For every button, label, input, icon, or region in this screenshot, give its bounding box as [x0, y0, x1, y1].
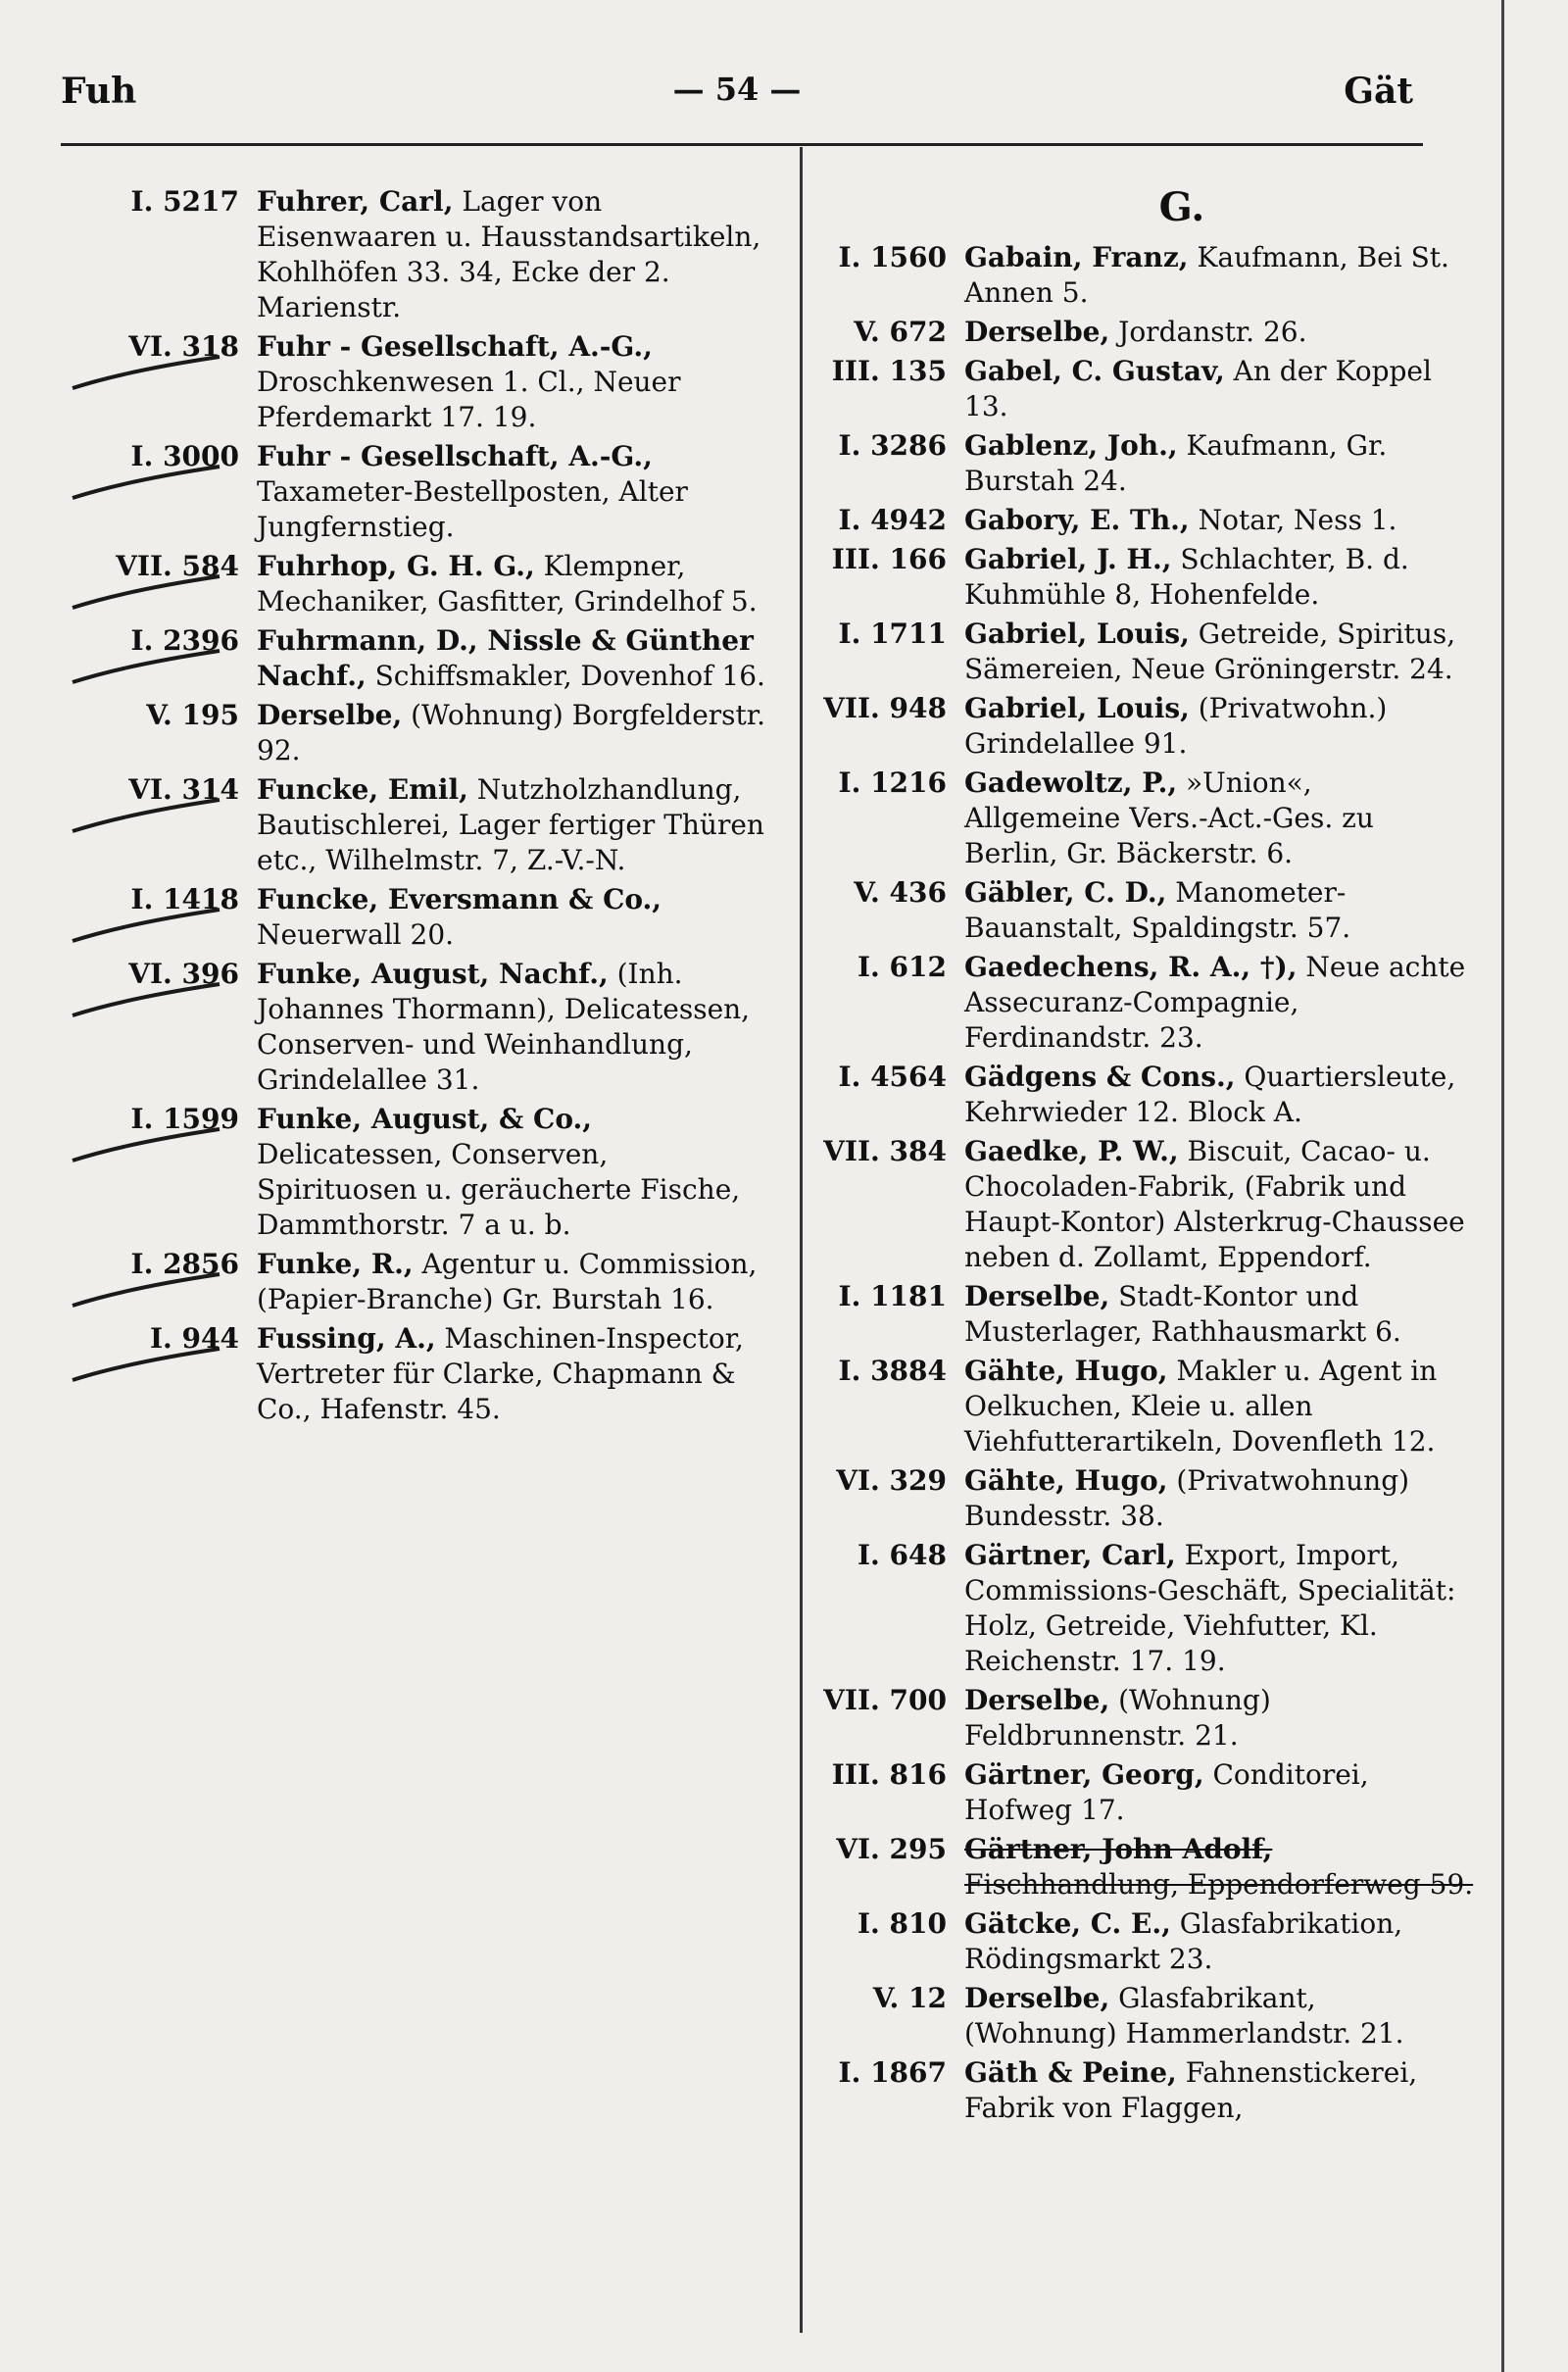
directory-entry — [809, 503, 1476, 538]
entry-name: Fuhrhop, G. H. G., — [257, 550, 535, 582]
entry-text — [257, 1102, 776, 1243]
entry-details: Makler u. Agent in Oelkuchen, Kleie u. allen Viehfutterartikeln, Dovenfleth 12. — [964, 1355, 1438, 1458]
entry-text — [964, 1060, 1476, 1130]
entry-details: Manometer-Bauanstalt, Spaldingstr. 57. — [964, 876, 1351, 944]
phone-number: I. 4564 — [838, 1061, 947, 1093]
entry-text — [964, 240, 1476, 311]
entry-name: Gähte, Hugo, — [964, 1355, 1168, 1387]
entry-name: Gaedke, P. W., — [964, 1135, 1179, 1167]
entry-name: Funcke, Eversmann & Co., — [257, 883, 662, 915]
entry-name: Gäth & Peine, — [964, 2056, 1177, 2089]
directory-entry — [78, 329, 776, 435]
entry-details: Schiffsmakler, Dovenhof 16. — [366, 660, 765, 692]
entry-details: Export, Import, Commissions-Geschäft, Specialität: Holz, Getreide, Viehfutter, Kl. Reichenstr. 17. 19. — [964, 1539, 1456, 1677]
phone-number: I. 5217 — [130, 185, 239, 218]
entry-details: Schlachter, B. d. Kuhmühle 8, Hohenfelde. — [964, 543, 1409, 611]
phone-number: III. 135 — [831, 355, 947, 387]
entry-text — [964, 1832, 1476, 1903]
entry-details: Nutzholzhandlung, Bautischlerei, Lager fertiger Thüren etc., Wilhelmstr. 7, Z.-V.-N. — [257, 773, 764, 876]
entry-name: Gabain, Franz, — [964, 241, 1189, 273]
entry-name: Gaedechens, R. A., †), — [964, 951, 1298, 983]
entry-name: Gärtner, Carl, — [964, 1539, 1176, 1571]
entry-details: Stadt-Kontor und Musterlager, Rathhausmarkt 6. — [964, 1280, 1401, 1348]
phone-number: V. 12 — [872, 1982, 947, 2014]
phone-number: I. 810 — [857, 1907, 947, 1940]
directory-entry — [809, 1538, 1476, 1679]
entry-text — [257, 957, 776, 1098]
entry-name: Gätcke, C. E., — [964, 1907, 1171, 1940]
phone-number: I. 1216 — [838, 766, 947, 799]
entry-text — [964, 354, 1476, 424]
entry-text — [257, 623, 776, 694]
phone-number: V. 436 — [854, 876, 947, 909]
entry-details: Glasfabrikation, Rödingsmarkt 23. — [964, 1907, 1403, 1975]
entry-details: Agentur u. Commission, (Papier-Branche) Gr. Burstah 16. — [257, 1248, 758, 1315]
entry-name: Derselbe, — [964, 1280, 1110, 1312]
entry-details: Getreide, Spiritus, Sämereien, Neue Gröningerstr. 24. — [964, 618, 1456, 685]
entry-text — [257, 698, 776, 768]
entry-details: Glasfabrikant, (Wohnung) Hammerlandstr. 21. — [964, 1982, 1404, 2050]
header-rule — [61, 143, 1423, 146]
entry-name: Derselbe, — [964, 1982, 1110, 2014]
entry-details: »Union«, Allgemeine Vers.-Act.-Ges. zu Berlin, Gr. Bäckerstr. 6. — [964, 766, 1374, 869]
directory-entry — [809, 691, 1476, 762]
entry-text — [257, 439, 776, 545]
page-header — [61, 71, 1413, 139]
entry-text — [257, 184, 776, 325]
entry-details: Taxameter-Bestellposten, Alter Jungfernstieg. — [257, 475, 688, 543]
entry-details: Fahnenstickerei, Fabrik von Flaggen, — [964, 2056, 1418, 2124]
entry-name: Gäbler, C. D., — [964, 876, 1167, 909]
entry-details: (Inh. Johannes Thormann), Delicatessen, Conserven- und Weinhandlung, Grindelallee 31. — [257, 958, 751, 1096]
phone-number: III. 166 — [831, 543, 947, 575]
entry-name: Funke, August, Nachf., — [257, 958, 609, 990]
phone-number: I. 1599 — [130, 1103, 239, 1135]
entry-text — [964, 1906, 1476, 1977]
directory-entry — [78, 184, 776, 325]
phone-number: V. 672 — [854, 316, 947, 348]
phone-number: VII. 584 — [116, 550, 239, 582]
phone-number: VII. 948 — [823, 692, 947, 724]
section-letter: G. — [1158, 184, 1205, 230]
entry-text — [257, 329, 776, 435]
entry-name: Gärtner, Georg, — [964, 1758, 1204, 1791]
entry-text — [964, 1134, 1476, 1275]
entry-text — [257, 549, 776, 619]
entry-name: Fuhr - Gesellschaft, A.-G., — [257, 440, 653, 472]
directory-entry — [78, 623, 776, 694]
entry-text — [964, 1354, 1476, 1459]
entry-name: Fuhrer, Carl, — [257, 185, 454, 218]
phone-number: VII. 384 — [823, 1135, 947, 1167]
entry-name: Derselbe, — [257, 699, 403, 731]
directory-entry — [809, 1279, 1476, 1350]
header-right-keyword: Gät — [1344, 71, 1413, 112]
directory-entry — [78, 1247, 776, 1317]
entry-details: Delicatessen, Conserven, Spirituosen u. geräucherte Fische, Dammthorstr. 7 a u. b. — [257, 1138, 741, 1241]
entry-name: Gabel, C. Gustav, — [964, 355, 1225, 387]
entry-name: Gähte, Hugo, — [964, 1464, 1168, 1497]
entry-name: Gadewoltz, P., — [964, 766, 1178, 799]
directory-entry — [78, 772, 776, 878]
phone-number: I. 612 — [857, 951, 947, 983]
entry-text — [964, 1683, 1476, 1754]
directory-entry — [809, 1463, 1476, 1534]
entry-details: (Wohnung) Feldbrunnenstr. 21. — [964, 1684, 1271, 1752]
handwritten-tick-mark — [69, 906, 225, 945]
phone-number: I. 4942 — [838, 504, 947, 536]
entry-text — [964, 315, 1476, 350]
entry-details: Biscuit, Cacao- u. Chocoladen-Fabrik, (Fabrik und Haupt-Kontor) Alsterkrug-Chaussee neben d. Zollamt, Eppendorf. — [964, 1135, 1465, 1273]
phone-number: I. 1560 — [838, 241, 947, 273]
entry-details: Fischhandlung, Eppendorferweg 59. — [964, 1868, 1474, 1901]
directory-entry — [809, 542, 1476, 613]
entry-details: (Privatwohnung) Bundesstr. 38. — [964, 1464, 1410, 1532]
phone-number: I. 2396 — [130, 624, 239, 657]
directory-entry — [809, 1060, 1476, 1130]
entry-text — [257, 1321, 776, 1427]
handwritten-tick-mark — [69, 1125, 225, 1164]
directory-entry — [78, 957, 776, 1098]
entry-details: (Wohnung) Borgfelderstr. 92. — [257, 699, 765, 766]
entry-name: Gablenz, Joh., — [964, 429, 1178, 462]
phone-number: VI. 396 — [128, 958, 239, 990]
phone-number: I. 648 — [857, 1539, 947, 1571]
directory-entry — [809, 354, 1476, 424]
entry-details: Kaufmann, Gr. Burstah 24. — [964, 429, 1388, 497]
entry-details: Klempner, Mechaniker, Gasfitter, Grindelhof 5. — [257, 550, 758, 618]
handwritten-tick-mark — [69, 796, 225, 835]
directory-entry — [78, 1102, 776, 1243]
entry-text — [964, 617, 1476, 687]
entry-details: Notar, Ness 1. — [1189, 504, 1397, 536]
entry-details: Neue achte Assecuranz-Compagnie, Ferdinandstr. 23. — [964, 951, 1466, 1054]
directory-entry — [809, 240, 1476, 311]
directory-entry — [809, 766, 1476, 871]
left-column — [78, 184, 776, 1431]
directory-entry — [809, 315, 1476, 350]
phone-number: VI. 329 — [836, 1464, 947, 1497]
directory-entry — [809, 1683, 1476, 1754]
entry-name: Fuhrmann, D., Nissle & Günther Nachf., — [257, 624, 754, 692]
phone-number: VII. 700 — [823, 1684, 947, 1716]
entry-text — [964, 1757, 1476, 1828]
entry-text — [964, 1279, 1476, 1350]
entry-text — [964, 542, 1476, 613]
entry-details: Quartiersleute, Kehrwieder 12. Block A. — [964, 1061, 1456, 1128]
entry-text — [964, 1538, 1476, 1679]
phone-number: I. 944 — [149, 1322, 239, 1355]
phone-number: VI. 314 — [128, 773, 239, 806]
right-column — [809, 184, 1476, 2130]
directory-entry — [809, 428, 1476, 499]
handwritten-tick-mark — [69, 1270, 225, 1310]
entry-name: Derselbe, — [964, 316, 1110, 348]
handwritten-tick-mark — [69, 572, 225, 612]
directory-entry — [78, 882, 776, 953]
entry-text — [964, 875, 1476, 946]
column-divider — [800, 147, 803, 2333]
directory-entry — [809, 2055, 1476, 2126]
entry-text — [964, 428, 1476, 499]
phone-number: I. 3884 — [838, 1355, 947, 1387]
directory-entry — [809, 617, 1476, 687]
entry-name: Derselbe, — [964, 1684, 1110, 1716]
directory-entry — [809, 1832, 1476, 1903]
handwritten-tick-mark — [69, 463, 225, 502]
entry-name: Gabriel, Louis, — [964, 692, 1190, 724]
entry-name: Fussing, A., — [257, 1322, 436, 1355]
directory-entry — [809, 1757, 1476, 1828]
entry-text — [257, 772, 776, 878]
phone-number: VI. 318 — [128, 330, 239, 363]
entry-name: Funke, August, & Co., — [257, 1103, 593, 1135]
entry-name: Gabory, E. Th., — [964, 504, 1190, 536]
entry-name: Fuhr - Gesellschaft, A.-G., — [257, 330, 653, 363]
entry-name: Gädgens & Cons., — [964, 1061, 1236, 1093]
entry-text — [257, 882, 776, 953]
directory-entry — [809, 1134, 1476, 1275]
entry-name: Gärtner, John Adolf, — [964, 1833, 1273, 1865]
page-edge-line — [1501, 0, 1504, 2372]
entry-details: Kaufmann, Bei St. Annen 5. — [964, 241, 1449, 309]
phone-number: III. 816 — [831, 1758, 947, 1791]
entry-details: Jordanstr. 26. — [1109, 316, 1307, 348]
phone-number: I. 2856 — [130, 1248, 239, 1280]
phone-number: I. 3286 — [838, 429, 947, 462]
phone-number: I. 1711 — [838, 618, 947, 650]
directory-entry — [78, 698, 776, 768]
directory-entry — [809, 1906, 1476, 1977]
entry-name: Gabriel, Louis, — [964, 618, 1190, 650]
phone-number: I. 1181 — [838, 1280, 947, 1312]
phone-number: I. 1418 — [130, 883, 239, 915]
entry-text — [964, 766, 1476, 871]
entry-details: Conditorei, Hofweg 17. — [964, 1758, 1369, 1826]
entry-details: An der Koppel 13. — [964, 355, 1432, 422]
directory-entry — [809, 950, 1476, 1056]
entry-text — [964, 2055, 1476, 2126]
directory-entry — [809, 875, 1476, 946]
directory-entry — [809, 1981, 1476, 2051]
entry-text — [964, 1463, 1476, 1534]
entry-name: Funcke, Emil, — [257, 773, 468, 806]
phone-number: V. 195 — [146, 699, 239, 731]
entry-name: Gabriel, J. H., — [964, 543, 1172, 575]
entry-text — [257, 1247, 776, 1317]
entry-text — [964, 950, 1476, 1056]
handwritten-tick-mark — [69, 1345, 225, 1384]
phone-number: VI. 295 — [836, 1833, 947, 1865]
directory-entry — [78, 549, 776, 619]
header-left-keyword: Fuh — [61, 71, 137, 112]
entry-text — [964, 503, 1476, 538]
phone-number: I. 1867 — [838, 2056, 947, 2089]
handwritten-tick-mark — [69, 353, 225, 392]
directory-entry — [809, 1354, 1476, 1459]
entry-details: Neuerwall 20. — [257, 918, 455, 951]
entry-details: Lager von Eisenwaaren u. Hausstandsartikeln, Kohlhöfen 33. 34, Ecke der 2. Marienstr. — [257, 185, 761, 323]
entry-text — [964, 1981, 1476, 2051]
directory-entry — [78, 1321, 776, 1427]
entry-details: (Privatwohn.) Grindelallee 91. — [964, 692, 1388, 760]
entry-name: Funke, R., — [257, 1248, 414, 1280]
entry-details: Maschinen-Inspector, Vertreter für Clarke, Chapmann & Co., Hafenstr. 45. — [257, 1322, 744, 1425]
entry-text — [964, 691, 1476, 762]
phone-number: I. 3000 — [130, 440, 239, 472]
entry-details: Droschkenwesen 1. Cl., Neuer Pferdemarkt 17. 19. — [257, 366, 681, 433]
page-number: — 54 — — [672, 71, 802, 108]
directory-entry — [78, 439, 776, 545]
handwritten-tick-mark — [69, 980, 225, 1019]
handwritten-tick-mark — [69, 647, 225, 686]
